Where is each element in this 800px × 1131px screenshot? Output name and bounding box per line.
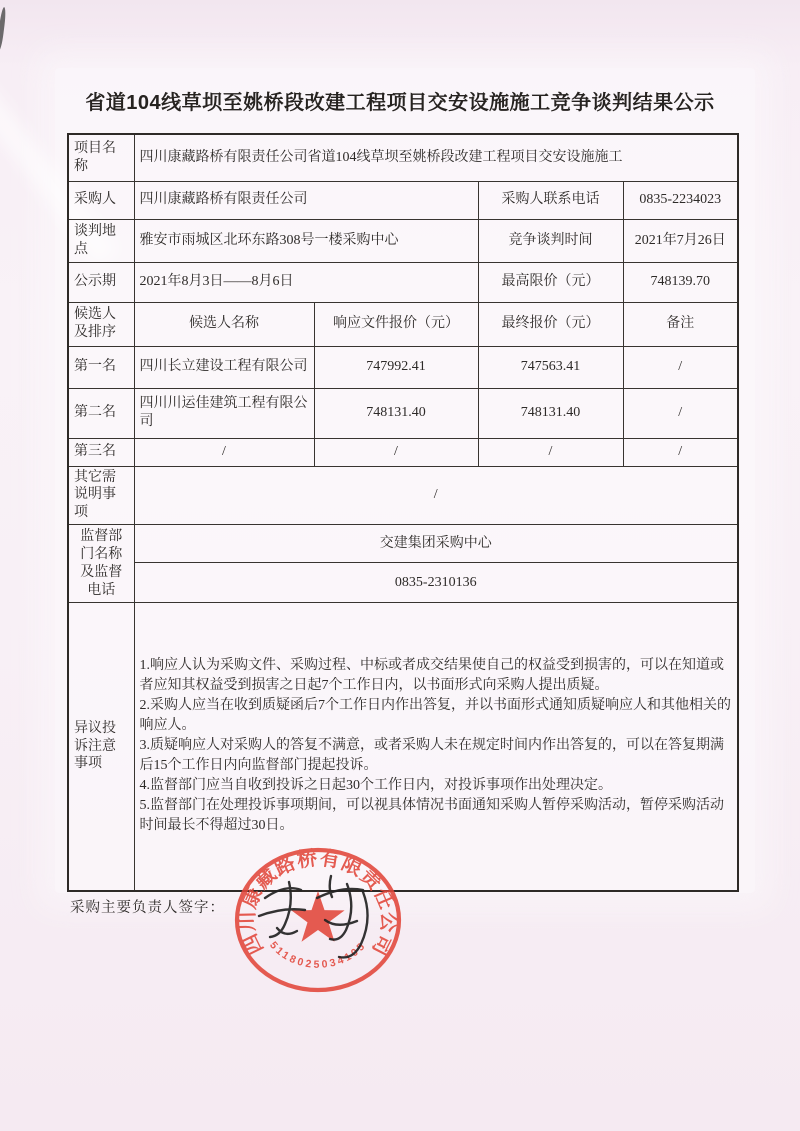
objection-item-3: 3.质疑响应人对采购人的答复不满意，或者采购人未在规定时间内作出答复的，可以在答复期满后15个工作日内向监督部门提起投诉。 xyxy=(139,738,724,774)
remark-cell: / xyxy=(623,438,738,466)
venue-value: 雅安市雨城区北环东路308号一楼采购中心 xyxy=(134,219,478,262)
candidate-row-3 xyxy=(68,438,738,466)
project-name-value: 四川康藏路桥有限责任公司省道104线草坝至姚桥段改建工程项目交安设施施工 xyxy=(134,134,738,181)
col-header-remark: 备注 xyxy=(623,302,738,346)
remark-cell: / xyxy=(623,388,738,438)
final-price-cell: 748131.40 xyxy=(478,388,623,438)
final-price-cell: / xyxy=(478,438,623,466)
objection-item-5: 5.监督部门在处理投诉事项期间，可以视具体情况书面通知采购人暂停采购活动，暂停采购活动时间最长不得超过30日。 xyxy=(139,798,724,834)
col-header-final-price: 最终报价（元） xyxy=(478,302,623,346)
project-name-label: 项目名称 xyxy=(68,134,134,181)
table-row xyxy=(68,181,738,219)
negotiation-time-value: 2021年7月26日 xyxy=(623,219,738,262)
candidate-name-cell: 四川长立建设工程有限公司 xyxy=(134,346,314,388)
candidate-row-1 xyxy=(68,346,738,388)
table-row xyxy=(68,134,738,181)
candidate-name-cell: / xyxy=(134,438,314,466)
other-notes-label: 其它需说明事项 xyxy=(68,466,134,525)
venue-label: 谈判地点 xyxy=(68,219,134,262)
purchaser-phone-label: 采购人联系电话 xyxy=(478,181,623,219)
objection-item-1: 1.响应人认为采购文件、采购过程、中标或者成交结果使自己的权益受到损害的，可以在知道或者应知其权益受到损害之日起7个工作日内，以书面形式向采购人提出质疑。 xyxy=(139,658,724,694)
doc-price-cell: / xyxy=(314,438,478,466)
scan-corner-mark xyxy=(0,7,7,51)
supervision-phone-row xyxy=(68,563,738,603)
seal-red-parts xyxy=(236,845,401,990)
signature-line-label: 采购主要负责人签字： xyxy=(70,900,225,916)
seal-number-text: 5118025034105 xyxy=(267,939,368,971)
purchaser-label: 采购人 xyxy=(68,181,134,219)
doc-price-cell: 748131.40 xyxy=(314,388,478,438)
results-table xyxy=(67,133,739,892)
supervision-phone: 0835-2310136 xyxy=(134,563,738,603)
rank-cell: 第一名 xyxy=(68,346,134,388)
table-row xyxy=(68,262,738,302)
max-price-value: 748139.70 xyxy=(623,262,738,302)
negotiation-time-label: 竞争谈判时间 xyxy=(478,219,623,262)
objection-item-4: 4.监督部门应当自收到投诉之日起30个工作日内，对投诉事项作出处理决定。 xyxy=(139,778,612,794)
supervision-row xyxy=(68,525,738,563)
candidates-section-label: 候选人及排序 xyxy=(68,302,134,346)
doc-price-cell: 747992.41 xyxy=(314,346,478,388)
seal-company-text: 四川康藏路桥有限责任公司 xyxy=(236,847,400,959)
supervision-label: 监督部门名称及监督电话 xyxy=(68,525,134,603)
final-price-cell: 747563.41 xyxy=(478,346,623,388)
publicity-period-value: 2021年8月3日——8月6日 xyxy=(134,262,478,302)
max-price-label: 最高限价（元） xyxy=(478,262,623,302)
objection-item-2: 2.采购人应当在收到质疑函后7个工作日内作出答复，并以书面形式通知质疑响应人和其他相关的响应人。 xyxy=(139,698,731,734)
candidate-row-2 xyxy=(68,388,738,438)
rank-cell: 第二名 xyxy=(68,388,134,438)
table-row xyxy=(68,219,738,262)
purchaser-phone-value: 0835-2234023 xyxy=(623,181,738,219)
other-notes-row xyxy=(68,466,738,525)
publicity-period-label: 公示期 xyxy=(68,262,134,302)
supervision-department: 交建集团采购中心 xyxy=(134,525,738,563)
purchaser-value: 四川康藏路桥有限责任公司 xyxy=(134,181,478,219)
objection-label: 异议投诉注意事项 xyxy=(68,603,134,891)
other-notes-value: / xyxy=(134,466,738,525)
col-header-name: 候选人名称 xyxy=(134,302,314,346)
page-title: 省道104线草坝至姚桥段改建工程项目交安设施施工竞争谈判结果公示 xyxy=(85,92,715,114)
rank-cell: 第三名 xyxy=(68,438,134,466)
company-seal xyxy=(225,840,415,1005)
col-header-doc-price: 响应文件报价（元） xyxy=(314,302,478,346)
candidate-name-cell: 四川川运佳建筑工程有限公司 xyxy=(134,388,314,438)
candidates-header-row xyxy=(68,302,738,346)
remark-cell: / xyxy=(623,346,738,388)
